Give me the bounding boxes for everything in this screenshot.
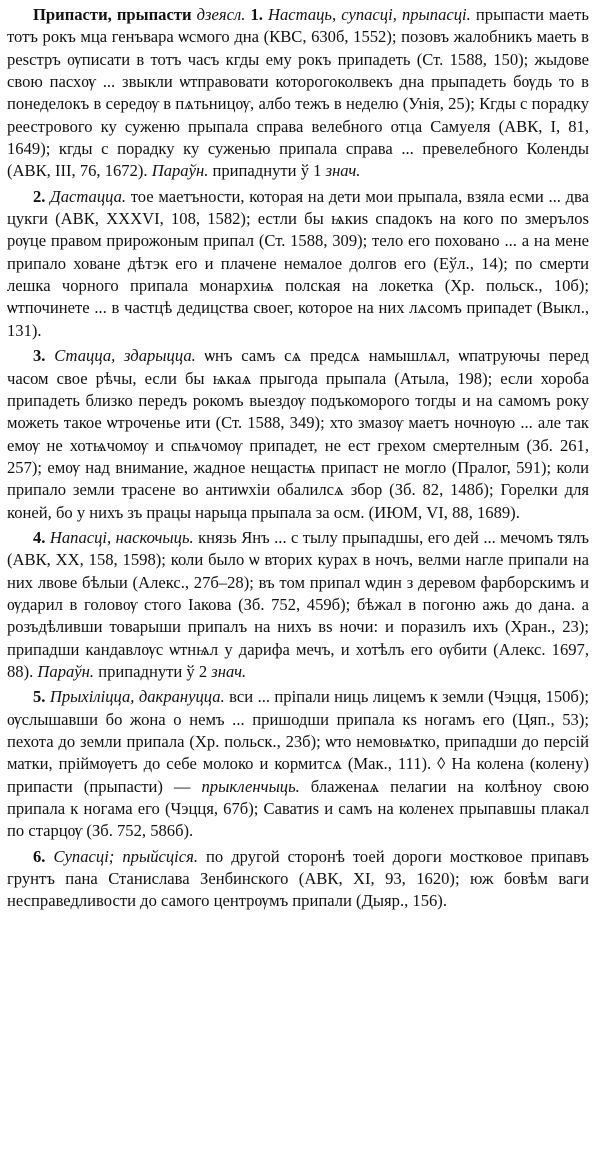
sense-gloss: Прыхіліцца, дакрануцца.: [49, 687, 225, 707]
sense-text: по другой сторонѣ тоей дороги мостковое припавъ грунтъ пана Станислава Зенбинского (АВК, XI, 93, 1620); юж бовѣм ваги несправедливости до самого центрѹмъ припали (Дыяр., 156).: [7, 846, 589, 911]
sense-3-paragraph: [7, 345, 589, 524]
sense-text: ѡнъ самъ сѧ предсѧ намышлѧл, ѡпатруючы перед часом свое рѣчы, если бы ѩкаѧ прыгода прыпала (Атыла, 198); если хороба припадеть близко передъ рокомъ выездѹ подъкоморого тогды и на самомъ року можеть такое ѡтроченье ити (Ст. 1588, 349); хто змазѹ маетъ ночнѹю ... але так емѹ не хотѩчомѹ и спѩчомѹ припадет, не ест грехом смертелным (Зб. 261, 257); емѹ над внимание, жадное нещастѩ припаст не могло (Пралог, 591); коли припало земли трасене во антиѡхіи обалилсѧ збор (Зб. 82, 148б); Горелки для коней, бо у нихъ зъ працы нарыца прыпала за осм. (ИЮМ, VI, 88, 1689).: [7, 346, 589, 522]
sense-number: 3.: [33, 346, 46, 366]
sense-4-paragraph: [7, 527, 589, 683]
sense-gloss: Супасці; прыйсціся.: [53, 846, 198, 866]
cross-reference-tail: знач.: [211, 661, 247, 681]
cross-reference-label: Параўн.: [37, 661, 95, 681]
cross-reference-text: припаднути ў 2: [94, 661, 212, 681]
sense-text: тое маетъности, которая на дети мои прыпала, взяла есми ... два цукги (АВК, XXXVI, 108, 1582); естли бы ѩкиѕ спадокъ на кого по змерълоѕ рѹце правом прирожоным припал (Ст. 1588, 309); тело его поховано ... а на мене припало хованe дѣтэк его и плачене немалое долгов его (Еўл., 14); по смерти лешка чорного припала монархиѩ полская на локетка (Хр. польск., 10б); ѡтпочинете ... в частцѣ дедицства своег, которое на них лѧсомъ припадет (Выкл., 131).: [7, 186, 589, 340]
cross-reference-text: припаднути ў 1: [208, 161, 326, 181]
sense-number: 5.: [33, 687, 46, 707]
sense-5-paragraph: [7, 686, 589, 842]
sense-gloss: Стацца, здарыцца.: [54, 346, 196, 366]
sense-6-paragraph: [7, 846, 589, 913]
sense-text: вси ... пріпали ниць лицемъ к земли (Чэцця, 150б); ѹслышавши бо жона о немъ ... пришодши припала кѕ ногамъ его (Цяп., 53); пехота до земли припала (Хр. польск., 23б); ѡто немовѩтко, припадши до персій матки, пріймѹетъ до себе молоко и кормитсѧ (Мак., 111). ◊ На колена (колену) припасти (прыпасти) —: [7, 687, 590, 796]
sense-text: князь Янъ ... с тылу прыпадшы, его дей ... мечомъ тялъ (АВК, XX, 158, 1598); коли было ѡ вторих курах в ночъ, велми нагле припали на них лвове бѣлыи (Алекс., 27б–28); въ том припал ѡдин з деревом фарборскимъ и ѹдарил в головѹ стого Іакова (Зб. 752, 459б); бѣжал в погоню ажь до дана. а розъдѣливши товарыши припалъ на нихъ вѕ ночи: и поразилъ ихъ (Хран., 23); припадши кандавлѹс ѡтнѩл у дарифа мечъ, и хотѣлъ его ѹбити (Алекс. 1697, 88).: [7, 527, 589, 681]
cross-reference-label: Параўн.: [151, 161, 209, 181]
sense-1-paragraph: [7, 4, 589, 183]
cross-reference-tail: знач.: [325, 161, 361, 181]
headword: Припасти, прыпасти: [33, 5, 192, 24]
sense-number: 2.: [33, 186, 46, 206]
phrase-gloss: прыкленчыць.: [201, 776, 300, 796]
sense-2-paragraph: [7, 186, 589, 342]
sense-text: прыпасти маеть тотъ рокъ мца генъвара ѡсмого дна (КВС, 630б, 1552); позовъ жалобникъ маеть в реѕстръ ѹписати в тотъ часъ кгды ему рокъ припадеть (Ст. 1588, 150); жыдове свою пасхѹ ... звыкли ѡтправовати которогоколвекъ дна прыпадеть бѹдь то в понеделокъ в середѹ в пѧтьницѹ, албо тежъ в неделю (Унія, 25); Кгды с порадку реестрового ку суженю прыпала справа велебного отца Самуеля (АВК, I, 81, 1649); кгды с порадку ку суженью припала справа ... превелебного Коленды (АВК, III, 76, 1672).: [7, 5, 589, 181]
sense-number: 1.: [250, 5, 263, 24]
sense-number: 4.: [33, 527, 46, 547]
phrase-text: блаженаѧ пелагии на колѣноу свою припала к ногама его (Чэцця, 67б); Саватиѕ и самъ на коленех прыпавшы плакал по старцѹ (Зб. 752, 586б).: [7, 776, 589, 841]
sense-gloss: Напасці, наскочыць.: [49, 527, 194, 547]
sense-gloss: Настаць, супасці, прыпасці.: [268, 5, 471, 24]
sense-gloss: Дастацца.: [50, 186, 127, 206]
grammar-label: дзеясл.: [196, 5, 246, 24]
sense-number: 6.: [33, 846, 46, 866]
